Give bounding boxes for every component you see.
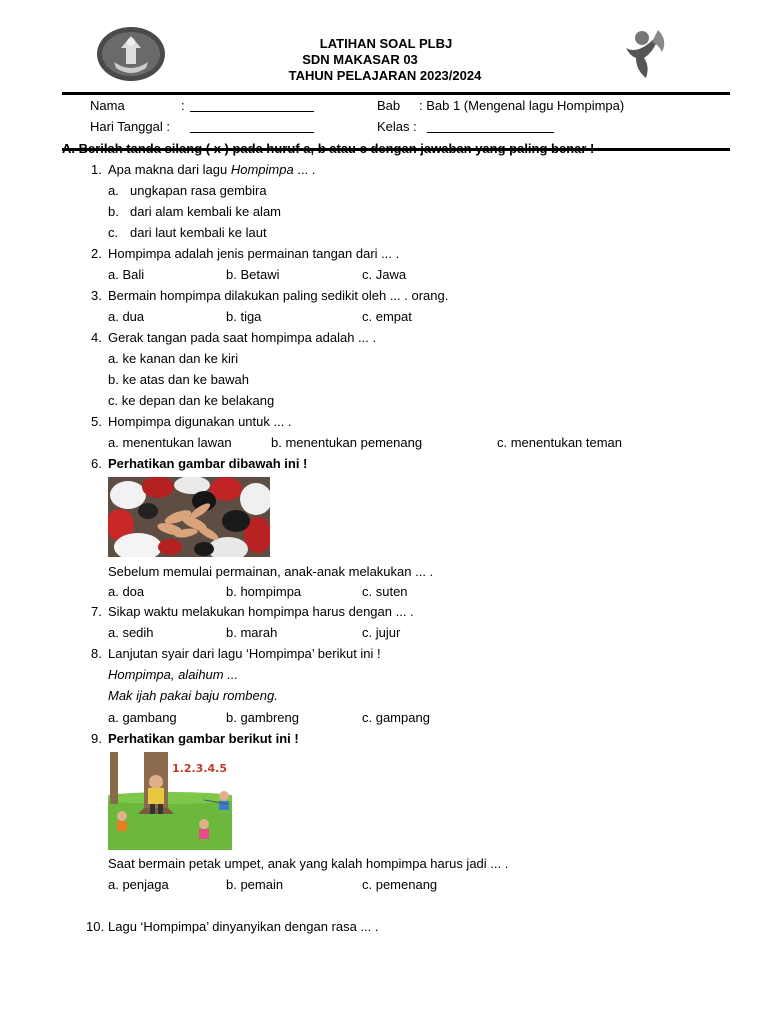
q9-image-hide-and-seek [108,752,232,850]
q1-option-a-letter: a. [108,183,119,198]
q1-option-c[interactable]: dari laut kembali ke laut [130,225,267,240]
q8-question: Lanjutan syair dari lagu ‘Hompimpa’ berikut ini ! [108,646,381,661]
q4-number: 4. [91,330,102,345]
q5-question: Hompimpa digunakan untuk ... . [108,414,292,429]
q1-option-b[interactable]: dari alam kembali ke alam [130,204,282,219]
tutwuri-logo [622,26,670,80]
q5-option-a[interactable]: a. menentukan lawan [108,435,232,450]
q1-number: 1. [91,162,102,177]
q7-option-a[interactable]: a. sedih [108,625,154,640]
q8-option-c[interactable]: c. gampang [362,710,430,725]
q10-question: Lagu ‘Hompimpa’ dinyanyikan dengan rasa ... . [108,919,379,934]
q3-option-b[interactable]: b. tiga [226,309,262,324]
q2-option-a[interactable]: a. Bali [108,267,145,282]
q3-number: 3. [91,288,102,303]
q4-question: Gerak tangan pada saat hompimpa adalah ... . [108,330,377,345]
q10-number: 10. [86,919,105,934]
q8-number: 8. [91,646,102,661]
q3-question: Bermain hompimpa dilakukan paling sedikit oleh ... . orang. [108,288,449,303]
q7-option-c[interactable]: c. jujur [362,625,401,640]
header-school: SDN MAKASAR 03 [302,52,418,67]
q9-option-c[interactable]: c. pemenang [362,877,438,892]
q7-number: 7. [91,604,102,619]
q1-option-a[interactable]: ungkapan rasa gembira [130,183,267,198]
field-hari-tanggal-line[interactable] [190,132,314,133]
header-year: TAHUN PELAJARAN 2023/2024 [288,68,482,83]
q3-option-a[interactable]: a. dua [108,309,145,324]
q8-option-a[interactable]: a. gambang [108,710,177,725]
q8-lyric-line-1: Hompimpa, alaihum ... [108,667,239,682]
label-hari-tanggal: Hari Tanggal : [90,119,170,134]
q5-option-b[interactable]: b. menentukan pemenang [271,435,423,450]
value-bab: : Bab 1 (Mengenal lagu Hompimpa) [419,98,625,113]
q8-option-b[interactable]: b. gambreng [226,710,299,725]
q5-option-c[interactable]: c. menentukan teman [497,435,623,450]
q6-stem: Sebelum memulai permainan, anak-anak melakukan ... . [108,564,434,579]
q1-option-c-letter: c. [108,225,119,240]
field-kelas-line[interactable] [427,132,554,133]
q4-option-a[interactable]: a. ke kanan dan ke kiri [108,351,239,366]
q1-option-b-letter: b. [108,204,119,219]
q3-option-c[interactable]: c. empat [362,309,412,324]
q6-question: Perhatikan gambar dibawah ini ! [108,456,308,471]
q2-number: 2. [91,246,102,261]
q2-option-c[interactable]: c. Jawa [362,267,407,282]
q8-lyric-line-2: Mak ijah pakai baju rombeng. [108,688,278,703]
q6-option-b[interactable]: b. hompimpa [226,584,302,599]
q6-number: 6. [91,456,102,471]
header-divider [62,92,730,95]
q2-question: Hompimpa adalah jenis permainan tangan dari ... . [108,246,400,261]
q7-question: Sikap waktu melakukan hompimpa harus dengan ... . [108,604,414,619]
q6-image-children-hompimpa [108,477,270,557]
instruction-divider [62,148,730,151]
q4-option-b[interactable]: b. ke atas dan ke bawah [108,372,249,387]
q7-option-b[interactable]: b. marah [226,625,278,640]
q9-stem: Saat bermain petak umpet, anak yang kalah hompimpa harus jadi ... . [108,856,509,871]
q4-option-c[interactable]: c. ke depan dan ke belakang [108,393,275,408]
label-nama-colon: : [181,98,185,113]
q9-image-count-text: 1.2.3.4.5 [172,762,227,775]
q2-option-b[interactable]: b. Betawi [226,267,280,282]
label-nama: Nama [90,98,125,113]
q1-question: Apa makna dari lagu Hompimpa ... . [108,162,316,177]
q6-option-c[interactable]: c. suten [362,584,408,599]
q9-question: Perhatikan gambar berikut ini ! [108,731,299,746]
q9-option-b[interactable]: b. pemain [226,877,284,892]
q6-option-a[interactable]: a. doa [108,584,145,599]
q5-number: 5. [91,414,102,429]
label-bab: Bab [377,98,401,113]
label-kelas: Kelas : [377,119,417,134]
q9-number: 9. [91,731,102,746]
field-nama-line[interactable] [190,111,314,112]
header-title: LATIHAN SOAL PLBJ [319,36,453,51]
q9-option-a[interactable]: a. penjaga [108,877,169,892]
